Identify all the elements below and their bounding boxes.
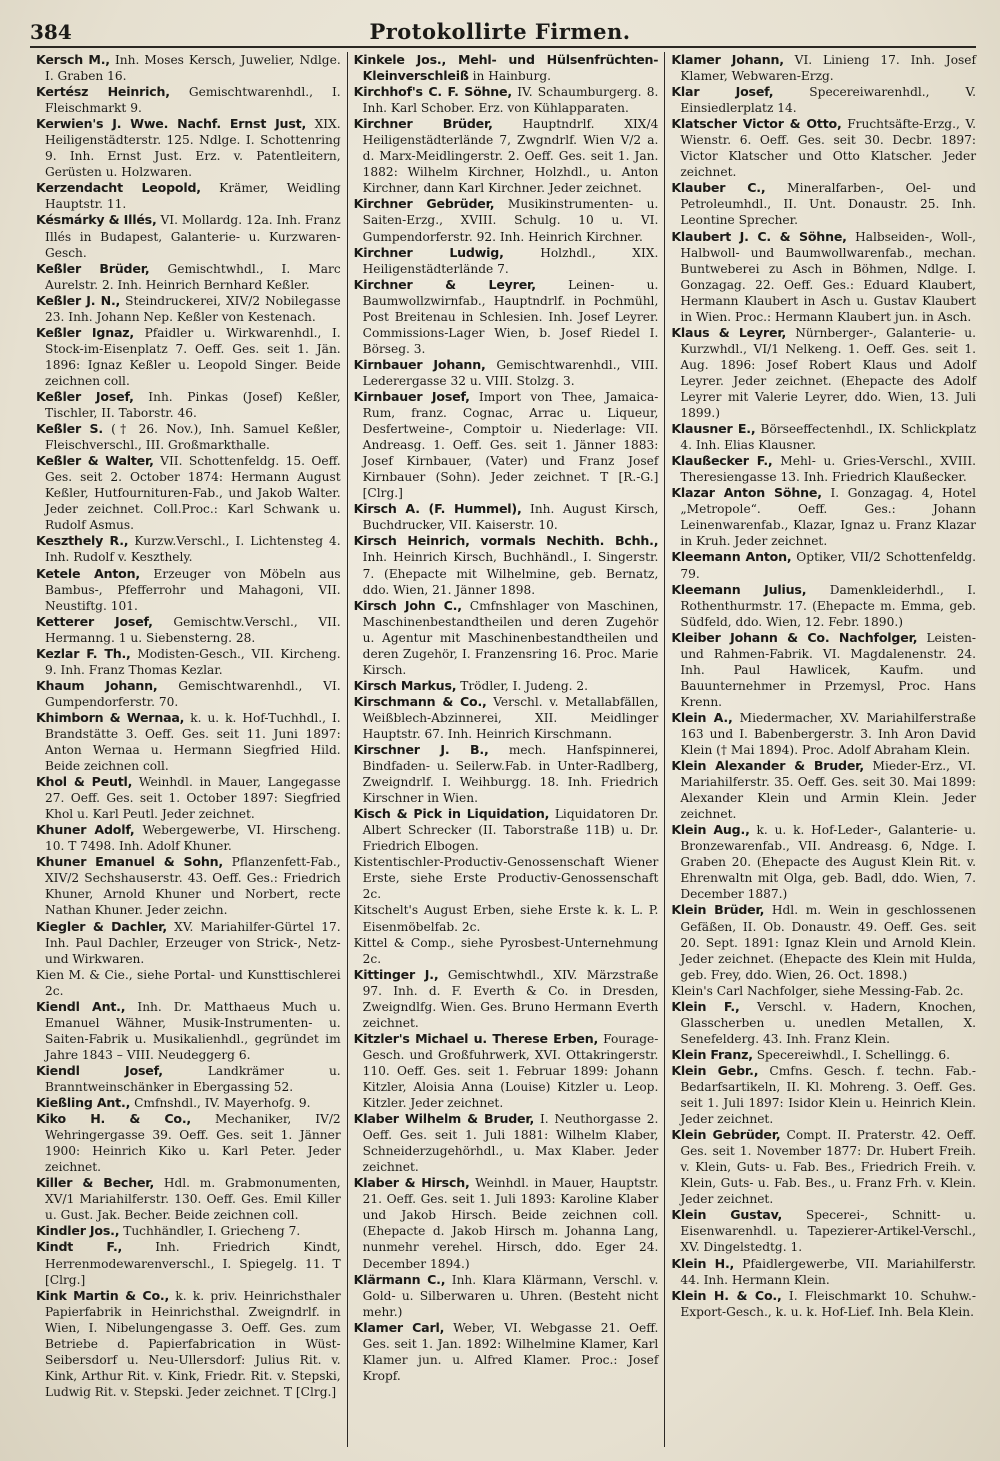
firm-name: Keßler Josef, [36, 388, 134, 404]
entry-text: Compt. II. Praterstr. 42. Oeff. Ges. seit 1. November 1877: Dr. Hubert Freih. v. Klein, Guts- u. Fab. Bes., Friedrich Freih. v. Klein, Guts- u. Fab. Bes., u. Franz Frh. v. Klein. Jeder zeichnet. [680, 1128, 977, 1207]
directory-entry [354, 116, 659, 196]
directory-entry [671, 421, 976, 453]
directory-entry [354, 935, 659, 967]
directory-entry [354, 245, 659, 277]
entry-text: Specereiwarenhdl., V. Einsiedlerplatz 14. [680, 85, 977, 116]
entry-text: Hauptndrlf. XIX/4 Heiligenstädterlände 7, Zwgndrlf. Wien V/2 a. d. Marx-Meidlingerstr. 2. Oeff. Ges. seit 1. Jan. 1882: Wilhelm Kirchner, Holzhdl., u. Anton Kirchner, dann Karl Kirchner. Jeder zeichnet. [362, 117, 659, 196]
directory-entry [354, 52, 659, 84]
entry-text: Import von Thee, Jamaica-Rum, franz. Cognac, Arrac u. Liqueur, Desfertweine-, Comptoir u. Niederlage: VII. Andreasg. 1. Oeff. Ges. seit 1. Jänner 1883: Josef Kirnbauer, (Vater) und Franz Josef Kirnbauer (Sohn). Jeder zeichnet. T [R.-G.] [Clrg.] [362, 389, 659, 501]
directory-entry [36, 389, 341, 421]
directory-entry [36, 999, 341, 1063]
firm-name: Killer & Becher, [36, 1175, 155, 1191]
entry-text: Weinhdl. in Mauer, Langegasse 27. Oeff. Ges. seit 1. October 1897: Siegfried Khol u. Karl Peutl. Jeder zeichnet. [45, 775, 341, 822]
entry-text: Inh. Klara Klärmann, Verschl. v. Gold- u. Silberwaren u. Uhren. (Besteht nicht mehr.) [362, 1272, 659, 1319]
directory-entry [36, 678, 341, 710]
firm-name: Klaus & Leyrer, [671, 324, 787, 340]
entry-text: Kurzw.Verschl., I. Lichtensteg 4. Inh. Rudolf v. Keszthely. [45, 534, 341, 565]
entry-text: Cmfnshdl., IV. Mayerhofg. 9. [134, 1096, 311, 1111]
entry-text: Inh. Pinkas (Josef) Keßler, Tischler, II. Taborstr. 46. [45, 389, 341, 421]
firm-name: Késmárky & Illés, [36, 212, 157, 228]
firm-name: Kersch M., [36, 52, 110, 67]
entry-text: Erzeuger von Möbeln aus Bambus-, Pfefferrohr und Mahagoni, VII. Neustiftg. 101. [45, 566, 341, 613]
entry-text: Klein's Carl Nachfolger, siehe Messing-Fab. 2c. [671, 983, 964, 998]
entry-text: Pflanzenfett-Fab., XIV/2 Sechshauserstr. 43. Oeff. Ges.: Friedrich Khuner, Arnold Khuner und Norbert, recte Nathan Khuner. Jeder zeichn. [45, 855, 341, 918]
firm-name: Keßler & Walter, [36, 453, 154, 469]
directory-entry [36, 1063, 341, 1095]
entry-text: Miedermacher, XV. Mariahilferstraße 163 und I. Babenbergerstr. 3. Inh Aron David Klein († Mai 1894). Proc. Adolf Abraham Klein. [680, 710, 977, 758]
directory-entry [671, 453, 976, 485]
entry-text: Mechaniker, IV/2 Wehringergasse 39. Oeff. Ges. seit 1. Jänner 1900: Heinrich Kiko u. Karl Peter. Jeder zeichnet. [45, 1112, 341, 1175]
firm-name: Klein Gebrüder, [671, 1127, 781, 1143]
firm-name: Kinkele Jos., Mehl- und Hülsenfrüchten-Kleinverschleiß [353, 52, 659, 84]
entry-text: Cmfns. Gesch. f. techn. Fab.-Bedarfsartikeln, II. Kl. Mohreng. 3. Oeff. Ges. seit 1. Juli 1897: Isidor Klein u. Heinrich Klein. Jeder zeichnet. [680, 1063, 977, 1127]
header-rule [30, 46, 976, 48]
firm-name: Keßler J. N., [36, 292, 121, 308]
entry-text: Fourage-Gesch. und Großfuhrwerk, XVI. Ottakringerstr. 110. Oeff. Ges. seit 1. Februar 1899: Johann Kitzler, Aloisia Anna (Louise) Kitzler u. Leop. Kitzler. Jeder zeichnet. [362, 1031, 659, 1111]
firm-name: Kerwien's J. Wwe. Nachf. Ernst Just, [36, 116, 307, 132]
directory-entry [36, 854, 341, 918]
entry-text: Krämer, Weidling Hauptstr. 11. [45, 181, 341, 212]
firm-name: Kirsch A. (F. Hummel), [353, 501, 522, 517]
entry-text: Landkrämer u. Branntweinschänker in Ebergassing 52. [45, 1063, 341, 1094]
directory-entry [36, 180, 341, 212]
firm-name: Kirnbauer Johann, [353, 356, 486, 372]
entry-text: XV. Mariahilfer-Gürtel 17. Inh. Paul Dachler, Erzeuger von Strick-, Netz- und Wirkwaren. [45, 919, 341, 966]
directory-entry [36, 52, 341, 84]
entry-text: Weber, VI. Webgasse 21. Oeff. Ges. seit 1. Jan. 1892: Wilhelmine Klamer, Karl Klamer jun. u. Alfred Klamer. Proc.: Josef Kropf. [362, 1320, 659, 1383]
entry-text: Leinen- u. Baumwollzwirnfab., Hauptndrlf. in Pochmühl, Post Breitenau in Schlesien. Inh. Josef Leyrer. Commissions-Lager Wien, b. Josef Riedel I. Börseg. 3. [362, 277, 659, 356]
firm-name: Keßler Brüder, [36, 260, 150, 276]
entry-text: Börseeffectenhdl., IX. Schlickplatz 4. Inh. Elias Klausner. [680, 422, 977, 453]
firm-name: Kink Martin & Co., [36, 1287, 170, 1303]
directory-entry [36, 1095, 341, 1111]
entry-text: Inh. Moses Kersch, Juwelier, Ndlge. I. Graben 16. [45, 53, 341, 84]
firm-name: Kießling Ant., [36, 1095, 131, 1111]
entry-text: Webergewerbe, VI. Hirscheng. 10. T 7498. Inh. Adolf Khuner. [45, 823, 341, 854]
entry-text: Gemischtwarenhdl., I. Fleischmarkt 9. [45, 85, 341, 116]
firm-name: Kiendl Ant., [36, 998, 126, 1014]
firm-name: Klaubert J. C. & Söhne, [671, 228, 847, 244]
entry-text: Specerei-, Schnitt- u. Eisenwarenhdl. u. Tapezierer-Artikel-Verschl., XV. Dingelstedtg. 1. [680, 1208, 977, 1255]
directory-entry [36, 453, 341, 533]
entry-text: Steindruckerei, XIV/2 Nobilegasse 23. Inh. Johann Nep. Keßler von Kestenach. [45, 293, 341, 324]
firm-name: Klamer Johann, [671, 52, 784, 67]
entry-text: Kien M. & Cie., siehe Portal- und Kunsttischlerei 2c. [36, 967, 341, 998]
entry-text: IV. Schaumburgerg. 8. Inh. Karl Schober. Erz. von Kühlapparaten. [362, 85, 659, 116]
firm-name: Klein Brüder, [671, 902, 765, 918]
directory-entry [354, 1320, 659, 1384]
running-title: Protokollirte Firmen. [369, 19, 631, 44]
entry-text: Verschl. v. Metallabfällen, Weißblech-Abzinnerei, XII. Meidlinger Hauptstr. 67. Inh. Heinrich Kirschmann. [362, 694, 659, 741]
entry-text: Mehl- u. Gries-Verschl., XVIII. Theresiengasse 13. Inh. Friedrich Klaußecker. [680, 454, 977, 485]
column-middle [347, 52, 665, 1447]
directory-entry [36, 1239, 341, 1287]
directory-entry [354, 196, 659, 244]
entry-text: Gemischtw.Verschl., VII. Hermanng. 1 u. Siebensterng. 28. [45, 614, 341, 645]
entry-text: I. Fleischmarkt 10. Schuhw.-Export-Gesch., k. u. k. Hof-Lief. Inh. Bela Klein. [680, 1288, 977, 1319]
entry-text: Pfaidlergewerbe, VII. Mariahilferstr. 44. Inh. Hermann Klein. [680, 1256, 977, 1287]
entry-text: Hdl. m. Grabmonumenten, XV/1 Mariahilferstr. 130. Oeff. Ges. Emil Killer u. Gust. Jak. Becher. Beide zeichnen coll. [45, 1176, 341, 1223]
entry-text: Musikinstrumenten- u. Saiten-Erzg., XVIII. Schulg. 10 u. VI. Gumpendorferstr. 92. Inh. Heinrich Kirchner. [362, 197, 659, 244]
directory-entry [671, 52, 976, 84]
firm-name: Kiko H. & Co., [36, 1111, 192, 1127]
firm-name: Kirnbauer Josef, [353, 388, 470, 404]
entry-text: Gemischtwhdl., XIV. Märzstraße 97. Inh. d. F. Everth & Co. in Dresden, Zweigndlfg. Wien. Ges. Bruno Hermann Everth zeichnet. [362, 967, 659, 1030]
directory-entry [36, 967, 341, 999]
firm-name: Kirchhof's C. F. Söhne, [353, 84, 512, 100]
entry-text: Damenkleiderhdl., I. Rothenthurmstr. 17. (Ehepacte m. Emma, geb. Südfeld, ddo. Wien, 12. Febr. 1890.) [680, 582, 977, 629]
directory-entry [354, 277, 659, 357]
directory-entry [354, 84, 659, 116]
directory-entry [671, 902, 976, 982]
directory-entry [36, 1111, 341, 1175]
entry-text: Halbseiden-, Woll-, Halbwoll- und Baumwollwarenfab., mechan. Buntweberei zu Asch in Böhmen, Ndlge. I. Gonzagag. 22. Oeff. Ges.: Eduard Klaubert, Hermann Klaubert in Asch u. Gustav Klaubert in Wien. Proc.: Hermann Klaubert jun. in Asch. [680, 229, 977, 324]
entry-text: in Hainburg. [472, 69, 551, 84]
page-header [30, 14, 970, 44]
directory-entry [354, 694, 659, 742]
directory-entry [36, 116, 341, 180]
firm-name: Kindler Jos., [36, 1223, 120, 1239]
entry-text: († 26. Nov.), Inh. Samuel Keßler, Fleischverschl., III. Großmarkthalle. [45, 422, 341, 453]
entry-text: k. k. priv. Heinrichsthaler Papierfabrik in Heinrichsthal. Zweigndrlf. in Wien, I. Nibelungengasse 3. Oeff. Ges. zum Betriebe d. Papierfabrication in Wüst-Seibersdorf u. Neu-Ullersdorf: Julius Rit. v. Kink, Arthur Rit. v. Kink, Friedr. Rit. v. Stepski, Ludwig Rit. v. Stepski. Jeder zeichnet. T [Clrg.] [45, 1288, 341, 1399]
entry-text: k. u. k. Hof-Tuchhdl., I. Brandstätte 3. Oeff. Ges. seit 11. Juni 1897: Anton Wernaa u. Hermann Siegfried Hild. Beide zeichnen coll. [45, 710, 341, 774]
entry-text: Mieder-Erz., VI. Mariahilferstr. 35. Oeff. Ges. seit 30. Mai 1899: Alexander Klein und Armin Klein. Jeder zeichnet. [680, 759, 977, 822]
entry-text: VI. Linieng 17. Inh. Josef Klamer, Webwaren-Erzg. [680, 53, 977, 84]
entry-text: Hdl. m. Wein in geschlossenen Gefäßen, II. Ob. Donaustr. 49. Oeff. Ges. seit 20. Sept. 1891: Ignaz Klein und Arnold Klein. Jeder zeichnet. (Ehepacte des Klein mit Hulda, geb. Frey, ddo. Wien, 26. Oct. 1898.) [680, 903, 977, 982]
directory-entry [671, 84, 976, 116]
firm-name: Klaber & Hirsch, [353, 1175, 470, 1191]
directory-entry [671, 1207, 976, 1255]
directory-entry [354, 854, 659, 902]
firm-name: Kirsch Heinrich, vormals Nechith. Bchh., [353, 533, 659, 549]
directory-entry [354, 1031, 659, 1111]
entry-text: VII. Schottenfeldg. 15. Oeff. Ges. seit 2. October 1874: Hermann August Keßler, Hutfournituren-Fab., und Jakob Walter. Jeder zeichnet. Coll.Proc.: Karl Schwank u. Rudolf Asmus. [45, 454, 341, 533]
firm-name: Khimborn & Wernaa, [36, 709, 185, 725]
directory-entry [36, 919, 341, 967]
firm-name: Klauber C., [671, 180, 766, 196]
directory-entry [671, 1127, 976, 1207]
firm-name: Klaußecker F., [671, 453, 773, 469]
entry-text: Inh. August Kirsch, Buchdrucker, VII. Kaiserstr. 10. [362, 502, 659, 533]
directory-entry [36, 1288, 341, 1400]
directory-entry [671, 325, 976, 421]
firm-name: Kisch & Pick in Liquidation, [353, 806, 550, 822]
firm-name: Ketele Anton, [36, 565, 140, 581]
directory-entry [671, 1063, 976, 1127]
firm-name: Kerzendacht Leopold, [36, 180, 201, 196]
entry-text: Weinhdl. in Mauer, Hauptstr. 21. Oeff. Ges. seit 1. Juli 1893: Karoline Klaber und Jakob Hirsch. Beide zeichnen coll. (Ehepacte d. Jakob Hirsch m. Johanna Lang, nunmehr verehel. Hirsch, ddo. Eger 24. December 1894.) [362, 1176, 659, 1271]
entry-text: Tuchhändler, I. Griecheng 7. [123, 1224, 301, 1239]
firm-name: Khuner Adolf, [36, 822, 135, 838]
page-number: 384 [30, 20, 72, 44]
directory-entry [671, 1256, 976, 1288]
firm-name: Kittinger J., [353, 966, 439, 982]
firm-name: Klein Aug., [671, 822, 750, 838]
entry-text: Mineralfarben-, Oel- und Petroleumhdl., II. Unt. Donaustr. 25. Inh. Leontine Sprecher. [680, 181, 977, 228]
firm-name: Kirchner Gebrüder, [353, 196, 495, 212]
firm-name: Khuner Emanuel & Sohn, [36, 854, 223, 870]
firm-name: Klausner E., [671, 421, 756, 437]
firm-name: Klaber Wilhelm & Bruder, [353, 1111, 535, 1127]
directory-entry [36, 261, 341, 293]
firm-name: Klein Gustav, [671, 1207, 783, 1223]
firm-name: Kirsch Markus, [353, 677, 457, 693]
firm-name: Kirschner J. B., [353, 742, 489, 758]
entry-text: VI. Mollardg. 12a. Inh. Franz Illés in Budapest, Galanterie- u. Kurzwaren-Gesch. [45, 213, 341, 260]
firm-name: Kirchner Ludwig, [353, 244, 504, 260]
entry-text: Gemischtwarenhdl., VI. Gumpendorferstr. 70. [45, 678, 341, 709]
firm-name: Kezlar F. Th., [36, 645, 131, 661]
firm-name: Klazar Anton Söhne, [671, 485, 822, 501]
directory-entry [36, 325, 341, 389]
directory-entry [671, 822, 976, 902]
columns-container [30, 52, 982, 1447]
entry-text: Holzhdl., XIX. Heiligenstädterlände 7. [362, 245, 659, 276]
directory-entry [354, 1111, 659, 1175]
firm-name: Kiegler & Dachler, [36, 918, 167, 934]
entry-text: Kittel & Comp., siehe Pyrosbest-Unternehmung 2c. [353, 935, 659, 966]
directory-entry [354, 598, 659, 678]
firm-name: Keszthely R., [36, 533, 129, 549]
firm-name: Kirchner & Leyrer, [353, 276, 536, 292]
directory-entry [36, 533, 341, 565]
directory-entry [671, 549, 976, 581]
firm-name: Khaum Johann, [36, 677, 158, 693]
directory-entry [36, 1175, 341, 1223]
firm-name: Ketterer Josef, [36, 613, 153, 629]
entry-text: Kitschelt's August Erben, siehe Erste k. k. L. P. Eisenmöbelfab. 2c. [353, 903, 659, 934]
firm-name: Klein H. & Co., [671, 1287, 782, 1303]
entry-text: Cmfnshlager von Maschinen, Maschinenbestandtheilen und deren Zugehör u. Agentur mit Maschinenbestandtheilen und deren Zugehör, I. Franzensring 16. Proc. Marie Kirsch. [362, 598, 659, 677]
directory-entry [36, 566, 341, 614]
directory-entry [354, 1175, 659, 1271]
firm-name: Khol & Peutl, [36, 774, 133, 790]
directory-entry [354, 501, 659, 533]
directory-entry [671, 1047, 976, 1063]
firm-name: Kertész Heinrich, [36, 84, 170, 100]
column-right [664, 52, 982, 1447]
directory-entry [36, 421, 341, 453]
entry-text: I. Gonzagag. 4, Hotel „Metropole“. Oeff. Ges.: Johann Leinenwarenfab., Klazar, Ignaz u. Franz Klazar in Kruh. Jeder zeichnet. [680, 486, 977, 549]
firm-name: Klein Alexander & Bruder, [671, 758, 864, 774]
firm-name: Keßler S. [36, 421, 103, 437]
directory-entry [354, 967, 659, 1031]
entry-text: Kistentischler-Productiv-Genossenschaft Wiener Erste, siehe Erste Productiv-Genossenschaft 2c. [353, 855, 659, 902]
entry-text: Specereiwhdl., I. Schellingg. 6. [756, 1047, 950, 1062]
directory-entry [671, 1288, 976, 1320]
firm-name: Keßler Ignaz, [36, 324, 134, 340]
directory-entry [36, 1223, 341, 1239]
firm-name: Kleemann Anton, [671, 549, 792, 565]
directory-entry [36, 710, 341, 774]
entry-text: Gemischtwhdl., I. Marc Aurelstr. 2. Inh. Heinrich Bernhard Keßler. [45, 261, 341, 292]
entry-text: Verschl. v. Hadern, Knochen, Glasscherben u. unedlen Metallen, X. Senefelderg. 43. Inh. Franz Klein. [680, 999, 977, 1046]
directory-entry [354, 1272, 659, 1320]
firm-name: Klein A., [671, 709, 733, 725]
firm-name: Klatscher Victor & Otto, [671, 116, 842, 132]
firm-name: Kirschmann & Co., [353, 693, 487, 709]
directory-entry [671, 999, 976, 1047]
directory-entry [671, 485, 976, 549]
directory-entry [36, 614, 341, 646]
directory-entry [671, 758, 976, 822]
firm-name: Kleemann Julius, [671, 581, 807, 597]
directory-entry [354, 533, 659, 597]
directory-entry [354, 902, 659, 934]
entry-text: k. u. k. Hof-Leder-, Galanterie- u. Bronzewarenfab., VII. Andreasg. 6, Ndge. I. Graben 20. (Ehepacte des August Klein Rit. v. Ehrenwaltn mit Olga, geb. Badl, ddo. Wien, 7. December 1887.) [680, 823, 977, 902]
directory-entry [354, 357, 659, 389]
directory-entry [36, 822, 341, 854]
directory-entry [354, 806, 659, 854]
firm-name: Kirsch John C., [353, 597, 462, 613]
entry-text: Liquidatoren Dr. Albert Schrecker (II. Taborstraße 11B) u. Dr. Friedrich Elbogen. [362, 807, 659, 854]
directory-entry [36, 774, 341, 822]
firm-name: Klein H., [671, 1255, 735, 1271]
entry-text: Fruchtsäfte-Erzg., V. Wienstr. 6. Oeff. Ges. seit 30. Decbr. 1897: Victor Klatscher und Otto Klatscher. Jeder zeichnet. [680, 117, 977, 180]
entry-text: Optiker, VII/2 Schottenfeldg. 79. [680, 550, 977, 581]
firm-name: Klamer Carl, [353, 1319, 445, 1335]
directory-entry [36, 212, 341, 260]
directory-entry [36, 646, 341, 678]
entry-text: Inh. Heinrich Kirsch, Buchhändl., I. Singerstr. 7. (Ehepacte mit Wilhelmine, geb. Bernatz, ddo. Wien, 21. Jänner 1898. [362, 550, 659, 597]
firm-name: Klein Franz, [671, 1046, 753, 1062]
entry-text: I. Neuthorgasse 2. Oeff. Ges. seit 1. Juli 1881: Wilhelm Klaber, Schneiderzugehörhdl., u. Max Klaber. Jeder zeichnet. [362, 1112, 659, 1175]
directory-entry [671, 630, 976, 710]
entry-text: Modisten-Gesch., VII. Kircheng. 9. Inh. Franz Thomas Kezlar. [45, 646, 341, 677]
directory-entry [671, 180, 976, 228]
firm-name: Klärmann C., [353, 1271, 446, 1287]
firm-name: Kitzler's Michael u. Therese Erben, [353, 1030, 599, 1046]
entry-text: Trödler, I. Judeng. 2. [460, 678, 588, 693]
entry-text: Inh. Dr. Matthaeus Much u. Emanuel Wähner, Musik-Instrumenten- u. Saiten-Fabrik u. Musikalienhdl., gegründet im Jahre 1843 – VIII. Neudeggerg 6. [45, 999, 341, 1062]
firm-name: Kirchner Brüder, [353, 116, 493, 132]
entry-text: Gemischtwarenhdl., VIII. Lederergasse 32 u. VIII. Stolzg. 3. [362, 357, 659, 388]
firm-name: Kindt F., [36, 1239, 123, 1255]
directory-entry [354, 678, 659, 694]
firm-name: Kleiber Johann & Co. Nachfolger, [671, 629, 918, 645]
entry-text: Pfaidler u. Wirkwarenhdl., I. Stock-im-Eisenplatz 7. Oeff. Ges. seit 1. Jän. 1896: Ignaz Keßler u. Leopold Singer. Beide zeichnen coll. [45, 325, 341, 388]
directory-entry [671, 983, 976, 999]
directory-entry [36, 293, 341, 325]
directory-entry [671, 582, 976, 630]
firm-name: Klar Josef, [671, 84, 774, 100]
column-left [30, 52, 347, 1447]
directory-entry [354, 742, 659, 806]
entry-text: Leisten- und Rahmen-Fabrik. VI. Magdalenenstr. 24. Inh. Paul Hawlicek, Kaufm. und Bauunternehmer in Przemysl, Proc. Hans Krenn. [680, 630, 977, 709]
firm-name: Klein Gebr., [671, 1062, 759, 1078]
entry-text: XIX. Heiligenstädterstr. 125. Ndlge. I. Schottenring 9. Inh. Ernst Just. Erz. v. Patentleitern, Gerüsten u. Holzwaren. [45, 117, 341, 180]
entry-text: Inh. Friedrich Kindt, Herrenmodewarenverschl., I. Spiegelg. 11. T [Clrg.] [45, 1240, 341, 1287]
firm-name: Kiendl Josef, [36, 1062, 163, 1078]
directory-entry [671, 710, 976, 758]
directory-entry [354, 389, 659, 501]
entry-text: Nürnberger-, Galanterie- u. Kurzwhdl., VI/1 Nelkeng. 1. Oeff. Ges. seit 1. Aug. 1896: Josef Robert Klaus und Adolf Leyrer. Jeder zeichnet. (Ehepacte des Adolf Leyrer mit Valerie Leyrer, ddo. Wien, 13. Juli 1899.) [680, 325, 977, 421]
directory-entry [671, 229, 976, 325]
directory-entry [671, 116, 976, 180]
directory-entry [36, 84, 341, 116]
entry-text: mech. Hanfspinnerei, Bindfaden- u. Seilerw.Fab. in Unter-Radlberg, Zweigndrlf. I. Weihburgg. 18. Inh. Friedrich Kirschner in Wien. [362, 743, 659, 806]
firm-name: Klein F., [671, 998, 740, 1014]
